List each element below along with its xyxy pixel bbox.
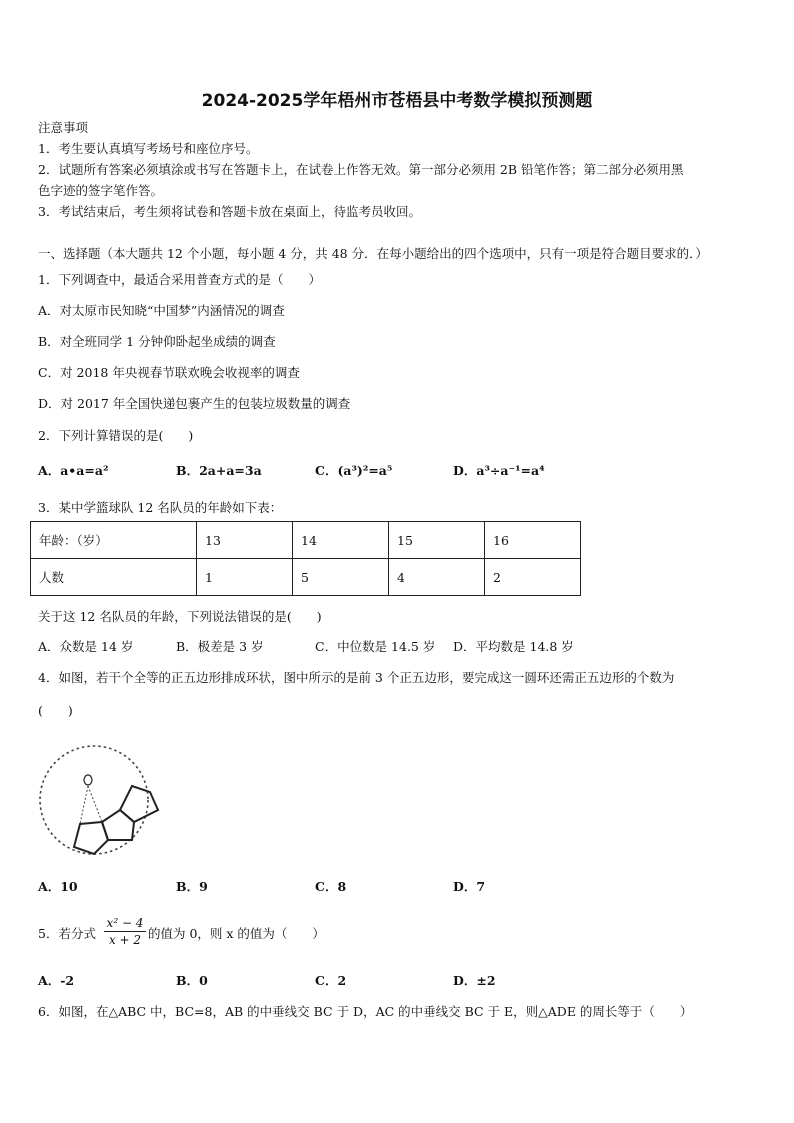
question-4-stem: 4．如图，若干个全等的正五边形排成环状，图中所示的是前 3 个正五边形，要完成这一圆环还需正五边形的个数为 [38,670,675,685]
center-point-o [84,775,92,785]
question-4-option-a: A．10 [38,879,78,894]
question-5-option-a: A．-2 [38,973,75,988]
question-1-option-c: C．对 2018 年央视春节联欢晚会收视率的调查 [38,365,300,380]
pentagon-ring-figure [34,736,164,866]
question-2-stem: 2．下列计算错误的是( ) [38,428,194,443]
section-heading: 一、选择题（本大题共 12 个小题，每小题 4 分，共 48 分．在每小题给出的四个选项中，只有一项是符合题目要求的．） [38,246,708,261]
table-cell: 年龄：（岁） [31,522,197,559]
question-1-option-b: B．对全班同学 1 分钟仰卧起坐成绩的调查 [38,334,276,349]
question-3-option-c: C．中位数是 14.5 岁 [315,639,436,654]
question-5-option-b: B．0 [176,973,208,988]
question-4-option-d: D．7 [453,879,486,894]
fraction-numerator: x² − 4 [104,916,146,932]
dashed-radius-line [88,786,102,822]
table-cell: 16 [485,522,581,559]
question-5-prefix: 5．若分式 [38,926,96,941]
question-4-option-b: B．9 [176,879,208,894]
question-5-suffix: 的值为 0，则 x 的值为（ ） [148,926,325,941]
fraction-denominator: x + 2 [108,933,142,947]
question-2-option-a: A．a•a=a² [38,463,109,478]
table-cell: 15 [389,522,485,559]
note-1: 1．考生要认真填写考场号和座位序号。 [38,141,259,156]
table-cell: 5 [293,559,389,596]
table-cell: 13 [197,522,293,559]
note-2: 2．试题所有答案必须填涂或书写在答题卡上，在试卷上作答无效。第一部分必须用 2B 铅笔作答；第二部分必须用黑 [38,162,684,177]
question-3-option-a: A．众数是 14 岁 [38,639,134,654]
question-5-option-c: C．2 [315,973,347,988]
question-2-option-b: B．2a+a=3a [176,463,262,478]
table-row [31,522,581,559]
table-cell: 1 [197,559,293,596]
question-4-option-c: C．8 [315,879,347,894]
question-3-option-b: B．极差是 3 岁 [176,639,264,654]
pentagon-3 [120,786,158,822]
table-cell: 人数 [31,559,197,596]
question-1-option-d: D．对 2017 年全国快递包裹产生的包装垃圾数量的调查 [38,396,351,411]
table-row [31,559,581,596]
question-3-prompt: 关于这 12 名队员的年龄，下列说法错误的是( ) [38,609,322,624]
age-table [30,521,581,596]
question-4-paren: ( ) [38,703,73,718]
dashed-radius-line [80,786,88,824]
question-3-stem: 3．某中学篮球队 12 名队员的年龄如下表： [38,500,283,515]
notes-heading: 注意事项 [38,120,89,135]
question-5-option-d: D．±2 [453,973,496,988]
question-6-stem: 6．如图，在△ABC 中，BC=8，AB 的中垂线交 BC 于 D，AC 的中垂线交 BC 于 E，则△ADE 的周长等于（ ） [38,1004,693,1019]
question-1-stem: 1．下列调查中，最适合采用普查方式的是（ ） [38,272,321,287]
table-cell: 2 [485,559,581,596]
fraction [104,916,146,947]
pentagon-2 [102,810,134,840]
question-2-option-d: D．a³÷a⁻¹=a⁴ [453,463,545,478]
table-cell: 14 [293,522,389,559]
question-1-option-a: A．对太原市民知晓“中国梦”内涵情况的调查 [38,303,285,318]
table-cell: 4 [389,559,485,596]
question-2-option-c: C．(a³)²=a⁵ [315,463,393,478]
page-title: 2024-2025学年梧州市苍梧县中考数学模拟预测题 [201,91,593,111]
note-3: 3．考试结束后，考生须将试卷和答题卡放在桌面上，待监考员收回。 [38,204,421,219]
question-3-option-d: D．平均数是 14.8 岁 [453,639,574,654]
note-2-cont: 色字迹的签字笔作答。 [38,183,164,198]
